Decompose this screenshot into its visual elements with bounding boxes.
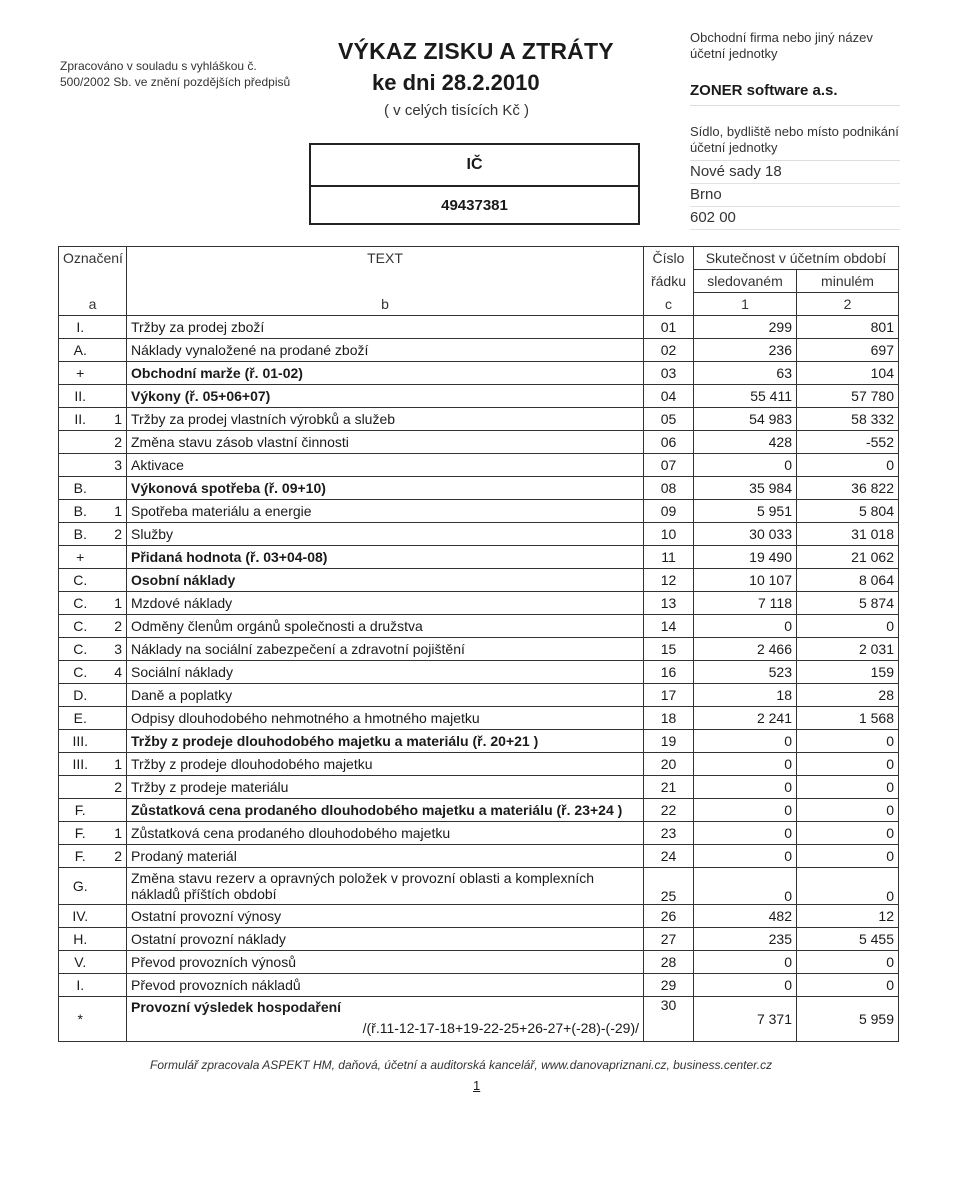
report-date: ke dni 28.2.2010 — [372, 70, 540, 95]
row-subnumber: 1 — [102, 822, 127, 845]
table-row — [59, 454, 899, 477]
final-text-cell — [127, 997, 644, 1042]
header-oznaceni: Označení — [59, 247, 127, 270]
row-line-number: 16 — [644, 661, 694, 684]
row-text: Převod provozních nákladů — [127, 974, 644, 997]
row-subnumber — [102, 316, 127, 339]
page-number: 1 — [473, 1078, 481, 1093]
table-row — [59, 684, 899, 707]
row-subnumber: 2 — [102, 431, 127, 454]
row-previous-value: 0 — [797, 868, 899, 905]
row-previous-value: 8 064 — [797, 569, 899, 592]
row-current-value: 0 — [694, 776, 797, 799]
report-units: ( v celých tisících Kč ) — [384, 102, 530, 119]
row-line-number: 06 — [644, 431, 694, 454]
row-current-value: 0 — [694, 753, 797, 776]
legal-note-line1: Zpracováno v souladu s vyhláškou č. — [60, 59, 257, 73]
row-line-number: 24 — [644, 845, 694, 868]
address-street: Nové sady 18 — [690, 161, 900, 184]
row-text: Prodaný materiál — [127, 845, 644, 868]
header-row-1 — [59, 247, 899, 270]
row-line-number: 10 — [644, 523, 694, 546]
row-subnumber — [102, 974, 127, 997]
ic-label: IČ — [311, 145, 638, 187]
row-designation: + — [59, 546, 102, 569]
final-text: Provozní výsledek hospodaření — [131, 999, 342, 1015]
address-city: Brno — [690, 184, 900, 207]
row-text: Tržby za prodej zboží — [127, 316, 644, 339]
report-title: VÝKAZ ZISKU A ZTRÁTY — [338, 38, 614, 64]
header-text: TEXT — [127, 247, 644, 270]
row-designation: I. — [59, 974, 102, 997]
row-subnumber: 2 — [102, 615, 127, 638]
row-text: Převod provozních výnosů — [127, 951, 644, 974]
row-subnumber: 4 — [102, 661, 127, 684]
row-line-number: 22 — [644, 799, 694, 822]
row-current-value: 10 107 — [694, 569, 797, 592]
row-previous-value: 697 — [797, 339, 899, 362]
row-current-value: 482 — [694, 905, 797, 928]
row-previous-value: 21 062 — [797, 546, 899, 569]
row-line-number: 26 — [644, 905, 694, 928]
row-current-value: 18 — [694, 684, 797, 707]
row-previous-value: 0 — [797, 822, 899, 845]
row-designation: II. — [59, 385, 102, 408]
table-row — [59, 546, 899, 569]
final-formula: /(ř.11-12-17-18+19-22-25+26-27+(-28)-(-29)/ — [362, 1020, 639, 1036]
final-subnumber — [102, 997, 127, 1042]
firm-label: Obchodní firma nebo jiný název účetní jednotky — [690, 30, 873, 61]
row-previous-value: -552 — [797, 431, 899, 454]
address-zip: 602 00 — [690, 207, 900, 230]
row-current-value: 0 — [694, 974, 797, 997]
table-row — [59, 638, 899, 661]
row-designation: B. — [59, 500, 102, 523]
row-text: Výkonová spotřeba (ř. 09+10) — [127, 477, 644, 500]
row-current-value: 0 — [694, 799, 797, 822]
row-line-number: 01 — [644, 316, 694, 339]
row-designation: I. — [59, 316, 102, 339]
table-row — [59, 928, 899, 951]
row-designation: C. — [59, 661, 102, 684]
row-previous-value: 5 804 — [797, 500, 899, 523]
row-current-value: 0 — [694, 951, 797, 974]
row-text: Tržby za prodej vlastních výrobků a služeb — [127, 408, 644, 431]
table-row — [59, 316, 899, 339]
row-previous-value: 58 332 — [797, 408, 899, 431]
row-line-number: 13 — [644, 592, 694, 615]
row-subnumber: 2 — [102, 845, 127, 868]
row-line-number: 28 — [644, 951, 694, 974]
row-text: Sociální náklady — [127, 661, 644, 684]
row-subnumber — [102, 385, 127, 408]
row-text: Služby — [127, 523, 644, 546]
row-current-value: 0 — [694, 615, 797, 638]
row-line-number: 07 — [644, 454, 694, 477]
row-designation: F. — [59, 822, 102, 845]
row-line-number: 08 — [644, 477, 694, 500]
row-designation: F. — [59, 799, 102, 822]
row-text: Přidaná hodnota (ř. 03+04-08) — [127, 546, 644, 569]
company-info — [690, 30, 900, 230]
table-row — [59, 905, 899, 928]
row-designation — [59, 454, 102, 477]
row-current-value: 7 118 — [694, 592, 797, 615]
row-current-value: 0 — [694, 454, 797, 477]
final-designation: * — [59, 997, 102, 1042]
ic-value: 49437381 — [441, 197, 508, 214]
header-skutecnost: Skutečnost v účetním období — [694, 247, 899, 270]
row-text: Spotřeba materiálu a energie — [127, 500, 644, 523]
table-row — [59, 730, 899, 753]
row-previous-value: 0 — [797, 974, 899, 997]
row-line-number: 19 — [644, 730, 694, 753]
row-text: Tržby z prodeje dlouhodobého majetku — [127, 753, 644, 776]
row-text: Obchodní marže (ř. 01-02) — [127, 362, 644, 385]
row-current-value: 30 033 — [694, 523, 797, 546]
table-row — [59, 822, 899, 845]
row-designation — [59, 431, 102, 454]
row-text: Zůstatková cena prodaného dlouhodobého majetku — [127, 822, 644, 845]
header-radku: řádku — [644, 270, 694, 293]
table-row — [59, 592, 899, 615]
row-line-number: 29 — [644, 974, 694, 997]
table-row — [59, 753, 899, 776]
header-col-c: c — [644, 293, 694, 316]
row-line-number: 23 — [644, 822, 694, 845]
table-row — [59, 523, 899, 546]
row-line-number: 27 — [644, 928, 694, 951]
row-subnumber: 2 — [102, 523, 127, 546]
row-designation: C. — [59, 638, 102, 661]
row-previous-value: 801 — [797, 316, 899, 339]
row-subnumber — [102, 477, 127, 500]
row-text: Tržby z prodeje materiálu — [127, 776, 644, 799]
row-current-value: 0 — [694, 868, 797, 905]
row-line-number: 12 — [644, 569, 694, 592]
row-text: Náklady na sociální zabezpečení a zdravotní pojištění — [127, 638, 644, 661]
table-row — [59, 661, 899, 684]
row-current-value: 299 — [694, 316, 797, 339]
row-current-value: 54 983 — [694, 408, 797, 431]
row-subnumber — [102, 799, 127, 822]
row-designation: IV. — [59, 905, 102, 928]
row-designation: III. — [59, 730, 102, 753]
row-current-value: 35 984 — [694, 477, 797, 500]
row-previous-value: 12 — [797, 905, 899, 928]
row-text: Daně a poplatky — [127, 684, 644, 707]
table-row — [59, 500, 899, 523]
row-line-number: 05 — [644, 408, 694, 431]
final-previous-value: 5 959 — [797, 997, 899, 1042]
row-subnumber — [102, 707, 127, 730]
row-designation: III. — [59, 753, 102, 776]
legal-note-line2: 500/2002 Sb. ve znění pozdějších předpisů — [60, 75, 291, 89]
row-designation: D. — [59, 684, 102, 707]
row-designation: B. — [59, 523, 102, 546]
row-designation: E. — [59, 707, 102, 730]
row-designation: F. — [59, 845, 102, 868]
row-previous-value: 36 822 — [797, 477, 899, 500]
table-row — [59, 477, 899, 500]
row-subnumber — [102, 951, 127, 974]
row-subnumber — [102, 362, 127, 385]
row-previous-value: 0 — [797, 454, 899, 477]
row-previous-value: 159 — [797, 661, 899, 684]
row-current-value: 523 — [694, 661, 797, 684]
row-subnumber — [102, 339, 127, 362]
row-subnumber: 1 — [102, 753, 127, 776]
row-previous-value: 5 874 — [797, 592, 899, 615]
row-previous-value: 57 780 — [797, 385, 899, 408]
row-designation: C. — [59, 592, 102, 615]
row-line-number: 03 — [644, 362, 694, 385]
row-previous-value: 0 — [797, 730, 899, 753]
header-row-3 — [59, 293, 899, 316]
table-row — [59, 799, 899, 822]
table-row — [59, 845, 899, 868]
row-designation: C. — [59, 569, 102, 592]
row-current-value: 0 — [694, 822, 797, 845]
table-row — [59, 776, 899, 799]
row-previous-value: 1 568 — [797, 707, 899, 730]
row-previous-value: 0 — [797, 776, 899, 799]
row-subnumber: 1 — [102, 500, 127, 523]
row-subnumber: 1 — [102, 408, 127, 431]
row-current-value: 236 — [694, 339, 797, 362]
row-designation: A. — [59, 339, 102, 362]
row-line-number: 15 — [644, 638, 694, 661]
row-previous-value: 0 — [797, 951, 899, 974]
row-subnumber — [102, 569, 127, 592]
legal-note — [60, 58, 290, 90]
final-line-number: 30 — [644, 997, 694, 1042]
firm-name: ZONER software a.s. — [690, 82, 900, 106]
header-row-2 — [59, 270, 899, 293]
row-current-value: 55 411 — [694, 385, 797, 408]
header-sledovanem: sledovaném — [694, 270, 797, 293]
row-text: Odměny členům orgánů společnosti a družstva — [127, 615, 644, 638]
row-subnumber — [102, 868, 127, 905]
row-designation: V. — [59, 951, 102, 974]
row-line-number: 02 — [644, 339, 694, 362]
row-text: Změna stavu zásob vlastní činnosti — [127, 431, 644, 454]
row-designation: C. — [59, 615, 102, 638]
seat-label: Sídlo, bydliště nebo místo podnikání účetní jednotky — [690, 124, 900, 161]
table-row — [59, 615, 899, 638]
row-previous-value: 5 455 — [797, 928, 899, 951]
row-text: Výkony (ř. 05+06+07) — [127, 385, 644, 408]
row-designation: H. — [59, 928, 102, 951]
row-designation: G. — [59, 868, 102, 905]
row-previous-value: 0 — [797, 615, 899, 638]
row-text: Odpisy dlouhodobého nehmotného a hmotného majetku — [127, 707, 644, 730]
row-subnumber: 3 — [102, 638, 127, 661]
row-text: Osobní náklady — [127, 569, 644, 592]
row-subnumber: 2 — [102, 776, 127, 799]
row-current-value: 5 951 — [694, 500, 797, 523]
table-row — [59, 431, 899, 454]
row-previous-value: 31 018 — [797, 523, 899, 546]
row-text: Mzdové náklady — [127, 592, 644, 615]
row-current-value: 0 — [694, 845, 797, 868]
row-text: Zůstatková cena prodaného dlouhodobého majetku a materiálu (ř. 23+24 ) — [127, 799, 644, 822]
row-text: Náklady vynaložené na prodané zboží — [127, 339, 644, 362]
row-line-number: 14 — [644, 615, 694, 638]
form-footer: Formulář zpracovala ASPEKT HM, daňová, účetní a auditorská kancelář, www.danovapriznani.cz, business.center.cz — [150, 1058, 773, 1072]
row-previous-value: 2 031 — [797, 638, 899, 661]
row-designation: + — [59, 362, 102, 385]
row-line-number: 04 — [644, 385, 694, 408]
row-text: Změna stavu rezerv a opravných položek v provozní oblasti a komplexních nákladů příštích období — [127, 868, 644, 905]
row-previous-value: 0 — [797, 799, 899, 822]
row-subnumber — [102, 684, 127, 707]
row-subnumber — [102, 546, 127, 569]
row-subnumber — [102, 928, 127, 951]
ic-box — [309, 143, 640, 225]
row-designation: B. — [59, 477, 102, 500]
row-line-number: 25 — [644, 868, 694, 905]
row-line-number: 11 — [644, 546, 694, 569]
header-col-b: b — [127, 293, 644, 316]
table-row — [59, 569, 899, 592]
row-current-value: 428 — [694, 431, 797, 454]
row-previous-value: 28 — [797, 684, 899, 707]
header-col-2: 2 — [797, 293, 899, 316]
row-line-number: 09 — [644, 500, 694, 523]
row-current-value: 19 490 — [694, 546, 797, 569]
row-current-value: 2 466 — [694, 638, 797, 661]
row-line-number: 21 — [644, 776, 694, 799]
row-text: Aktivace — [127, 454, 644, 477]
row-subnumber — [102, 905, 127, 928]
row-line-number: 17 — [644, 684, 694, 707]
final-current-value: 7 371 — [694, 997, 797, 1042]
row-previous-value: 104 — [797, 362, 899, 385]
table-row — [59, 707, 899, 730]
row-line-number: 18 — [644, 707, 694, 730]
header-col-1: 1 — [694, 293, 797, 316]
table-row — [59, 868, 899, 905]
income-statement-table — [58, 246, 899, 1042]
row-text: Ostatní provozní náklady — [127, 928, 644, 951]
row-subnumber: 3 — [102, 454, 127, 477]
table-row — [59, 385, 899, 408]
row-subnumber — [102, 730, 127, 753]
header-minulem: minulém — [797, 270, 899, 293]
row-previous-value: 0 — [797, 753, 899, 776]
row-line-number: 20 — [644, 753, 694, 776]
row-current-value: 63 — [694, 362, 797, 385]
row-text: Tržby z prodeje dlouhodobého majetku a materiálu (ř. 20+21 ) — [127, 730, 644, 753]
table-row — [59, 974, 899, 997]
table-row — [59, 362, 899, 385]
header-col-a: a — [59, 293, 127, 316]
table-row-final — [59, 997, 899, 1042]
row-subnumber: 1 — [102, 592, 127, 615]
row-previous-value: 0 — [797, 845, 899, 868]
table-row — [59, 339, 899, 362]
table-row — [59, 408, 899, 431]
table-row — [59, 951, 899, 974]
row-designation — [59, 776, 102, 799]
header-cislo: Číslo — [644, 247, 694, 270]
row-current-value: 235 — [694, 928, 797, 951]
row-designation: II. — [59, 408, 102, 431]
row-current-value: 2 241 — [694, 707, 797, 730]
row-text: Ostatní provozní výnosy — [127, 905, 644, 928]
row-current-value: 0 — [694, 730, 797, 753]
